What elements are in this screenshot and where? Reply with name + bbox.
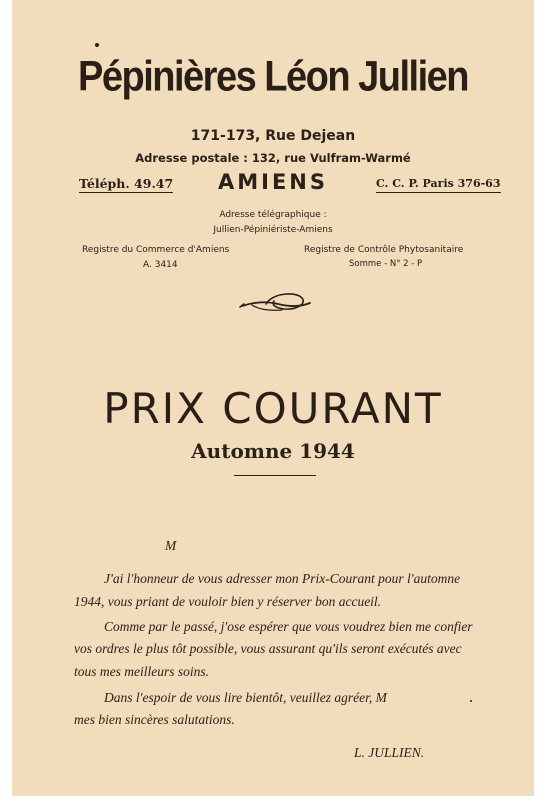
letter-line: Dans l'espoir de vous lire bientôt, veuillez agréer, M xyxy=(104,690,387,705)
price-list-sheet xyxy=(12,0,534,796)
ink-dot xyxy=(470,700,472,702)
letter-line: mes bien sincères salutations. xyxy=(74,712,235,727)
commerce-registry-number: A. 3414 xyxy=(143,260,178,270)
letter-signature: L. JULLIEN. xyxy=(354,745,425,760)
letter-line: vos ordres le plus tôt possible, vous assurant qu'ils seront exécutés avec xyxy=(74,641,462,656)
document-season: Automne 1944 xyxy=(191,439,355,463)
phone-number: Téléph. 49.47 xyxy=(79,176,174,191)
city-name: AMIENS xyxy=(217,170,328,194)
flourish-ornament-icon xyxy=(238,289,314,319)
letter-line: Comme par le passé, j'ose espérer que vous voudrez bien me confier xyxy=(104,619,473,634)
document-title: PRIX COURANT xyxy=(103,384,443,433)
telegraphic-address-value: Jullien-Pépiniériste-Amiens xyxy=(213,225,333,235)
commerce-registry-label: Registre du Commerce d'Amiens xyxy=(82,245,230,255)
letter-line: J'ai l'honneur de vous adresser mon Prix-Courant pour l'automne xyxy=(104,571,461,586)
postal-address: Adresse postale : 132, rue Vulfram-Warmé xyxy=(135,151,411,165)
telegraphic-address-label: Adresse télégraphique : xyxy=(219,210,327,220)
title-underline xyxy=(234,475,316,476)
letter-salutation: M xyxy=(165,538,177,553)
phytosanitary-registry-label: Registre de Contrôle Phytosanitaire xyxy=(304,245,464,255)
postal-cheque-account: C. C. P. Paris 376-63 xyxy=(376,177,501,193)
ink-dot xyxy=(95,43,99,47)
letter-line: tous mes meilleurs soins. xyxy=(74,664,209,679)
letter-line: 1944, vous priant de vouloir bien y réserver bon accueil. xyxy=(74,594,382,609)
company-name: Pépinières Léon Jullien xyxy=(78,53,468,101)
street-address: 171-173, Rue Dejean xyxy=(190,128,356,144)
phytosanitary-registry-number: Somme - N° 2 - P xyxy=(349,259,423,269)
